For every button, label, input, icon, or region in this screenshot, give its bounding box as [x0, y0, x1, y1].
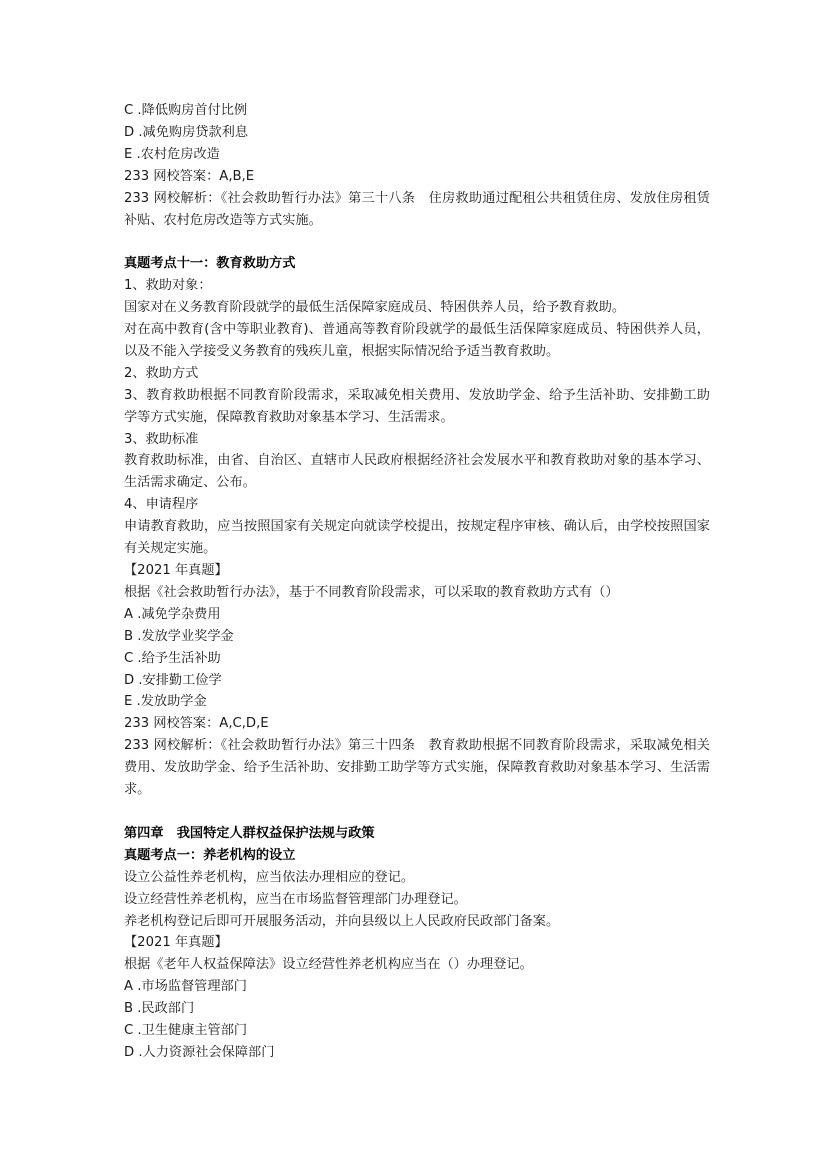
section-title: 真题考点一：养老机构的设立: [124, 847, 296, 863]
content-line: 1、救助对象：: [124, 278, 212, 294]
option-c: C .给予生活补助: [124, 650, 221, 666]
content-line: 设立经营性养老机构，应当在市场监督管理部门办理登记。: [124, 891, 467, 907]
option-d: D .安排勤工俭学: [124, 672, 222, 688]
content-line: 养老机构登记后即可开展服务活动，并向县级以上人民政府民政部门备案。: [124, 913, 560, 929]
content-line: 4、申请程序: [124, 497, 199, 513]
spacer: [124, 231, 710, 253]
analysis: 233 网校解析：《社会救助暂行办法》第三十八条 住房救助通过配租公共租赁住房、发放住房租赁补贴、农村危房改造等方式实施。: [124, 190, 710, 228]
document-page: [124, 100, 710, 1064]
option-d: D .人力资源社会保障部门: [124, 1044, 275, 1060]
content-line: 3、救助标准: [124, 431, 199, 447]
answer: 233 网校答案：A,C,D,E: [124, 716, 269, 732]
spacer: [124, 801, 710, 823]
option-e: E .农村危房改造: [124, 146, 220, 162]
question: 根据《老年人权益保障法》设立经营性养老机构应当在（）办理登记。: [124, 957, 533, 973]
option-d: D .减免购房贷款利息: [124, 124, 249, 140]
exam-tag: 【2021 年真题】: [124, 935, 228, 951]
chapter-title: 第四章 我国特定人群权益保护法规与政策: [124, 825, 375, 841]
content-line: 2、救助方式: [124, 365, 199, 381]
content-line: 教育救助标准，由省、自治区、直辖市人民政府根据经济社会发展水平和教育救助对象的基本学习、生活需求确定、公布。: [124, 453, 710, 491]
option-a: A .减免学杂费用: [124, 606, 221, 622]
content-line: 3、教育救助根据不同教育阶段需求，采取减免相关费用、发放助学金、给予生活补助、安排勤工助学等方式实施，保障教育救助对象基本学习、生活需求。: [124, 387, 710, 425]
option-b: B .民政部门: [124, 1001, 195, 1017]
option-b: B .发放学业奖学金: [124, 628, 234, 644]
section-title: 真题考点十一：教育救助方式: [124, 256, 296, 272]
exam-tag: 【2021 年真题】: [124, 563, 228, 579]
content-line: 申请教育救助，应当按照国家有关规定向就读学校提出，按规定程序审核、确认后，由学校按照国家有关规定实施。: [124, 519, 710, 557]
option-c: C .降低购房首付比例: [124, 103, 248, 118]
content-line: 国家对在义务教育阶段就学的最低生活保障家庭成员、特困供养人员，给予教育救助。: [124, 300, 626, 316]
analysis: 233 网校解析：《社会救助暂行办法》第三十四条 教育救助根据不同教育阶段需求，采取减免相关费用、发放助学金、给予生活补助、安排勤工助学等方式实施，保障教育救助对象基本学习、生活需求。: [124, 738, 710, 798]
answer: 233 网校答案：A,B,E: [124, 168, 255, 184]
content-line: 对在高中教育(含中等职业教育)、普通高等教育阶段就学的最低生活保障家庭成员、特困供养人员，以及不能入学接受义务教育的残疾儿童，根据实际情况给予适当教育救助。: [124, 322, 710, 359]
option-a: A .市场监督管理部门: [124, 979, 247, 995]
option-c: C .卫生健康主管部门: [124, 1023, 248, 1039]
option-e: E .发放助学金: [124, 694, 207, 710]
question: 根据《社会救助暂行办法》，基于不同教育阶段需求，可以采取的教育救助方式有（）: [124, 584, 619, 600]
content-line: 设立公益性养老机构，应当依法办理相应的登记。: [124, 869, 415, 885]
